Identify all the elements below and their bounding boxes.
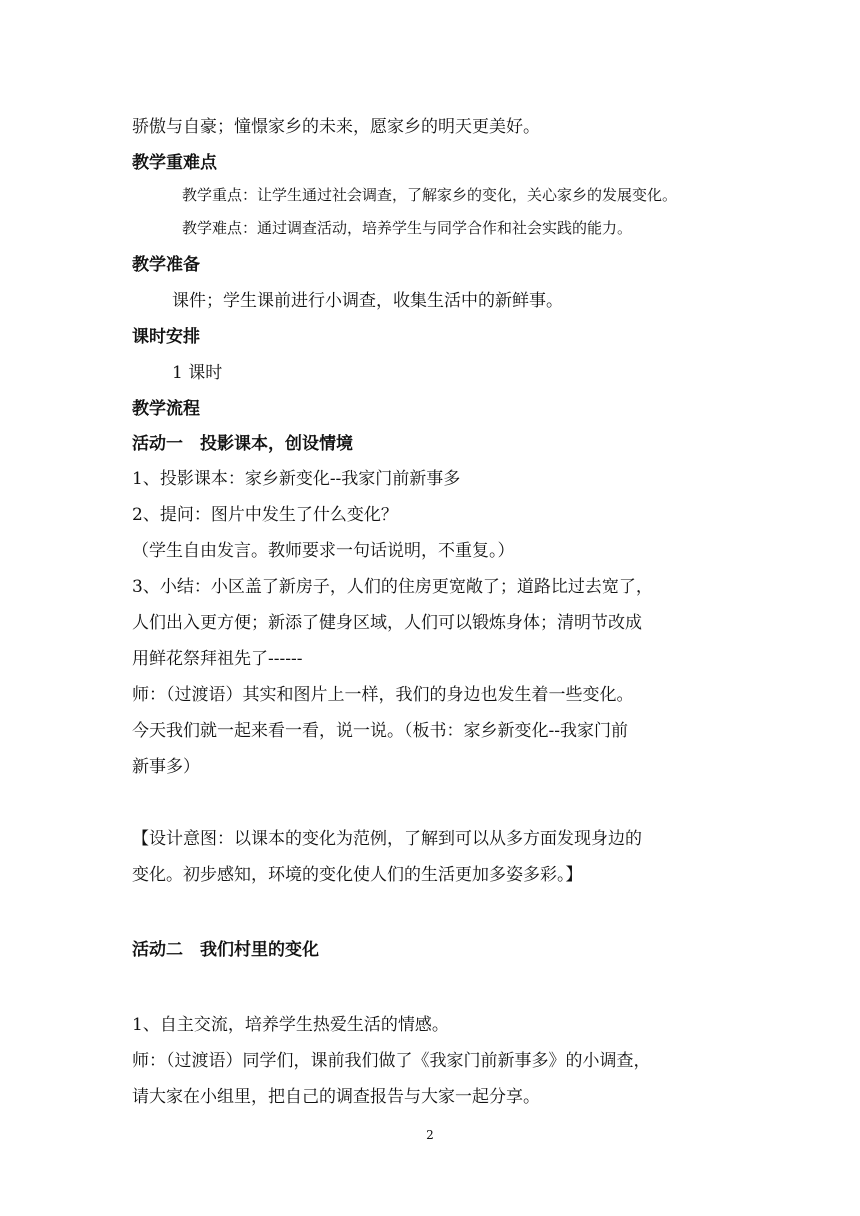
design-intent-line: 【设计意图：以课本的变化为范例，了解到可以从多方面发现身边的 — [132, 829, 642, 849]
section-heading-prepare: 教学准备 — [132, 255, 200, 275]
paragraph-line: 新事多） — [132, 757, 200, 777]
schedule-line: 1 课时 — [172, 363, 223, 383]
design-intent-line: 变化。初步感知，环境的变化使人们的生活更加多姿多彩。】 — [132, 865, 583, 885]
paragraph-line: 3、小结：小区盖了新房子，人们的住房更宽敞了；道路比过去宽了， — [132, 577, 653, 597]
section-heading-difficulty: 教学重难点 — [132, 153, 217, 173]
paragraph-line: 2、提问：图片中发生了什么变化？ — [132, 505, 398, 525]
paragraph-line: 请大家在小组里，把自己的调查报告与大家一起分享。 — [132, 1087, 540, 1107]
page-number: 2 — [426, 1128, 434, 1142]
activity-two-heading: 活动二 我们村里的变化 — [132, 940, 319, 960]
key-point-line: 教学重点：让学生通过社会调查，了解家乡的变化，关心家乡的发展变化。 — [182, 186, 678, 204]
activity-one-heading: 活动一 投影课本，创设情境 — [132, 434, 353, 454]
section-heading-schedule: 课时安排 — [132, 327, 200, 347]
paragraph-line: 人们出入更方便；新添了健身区域，人们可以锻炼身体；清明节改成 — [132, 613, 642, 633]
paragraph-line: 1、自主交流，培养学生热爱生活的情感。 — [132, 1015, 449, 1035]
prepare-line: 课件；学生课前进行小调查，收集生活中的新鲜事。 — [172, 291, 563, 311]
paragraph-line: 1、投影课本：家乡新变化--我家门前新事多 — [132, 469, 461, 489]
hard-point-line: 教学难点：通过调查活动，培养学生与同学合作和社会实践的能力。 — [182, 219, 633, 237]
paragraph-line: 今天我们就一起来看一看，说一说。（板书：家乡新变化--我家门前 — [132, 721, 628, 741]
paragraph-line: 用鲜花祭拜祖先了------ — [132, 649, 303, 669]
section-heading-flow: 教学流程 — [132, 399, 200, 419]
paragraph-line: 骄傲与自豪；憧憬家乡的未来，愿家乡的明天更美好。 — [132, 117, 540, 137]
paragraph-line: 师：（过渡语）同学们，课前我们做了《我家门前新事多》的小调查， — [132, 1051, 651, 1071]
paragraph-line: （学生自由发言。教师要求一句话说明，不重复。） — [132, 541, 515, 561]
paragraph-line: 师：（过渡语）其实和图片上一样，我们的身边也发生着一些变化。 — [132, 685, 634, 705]
